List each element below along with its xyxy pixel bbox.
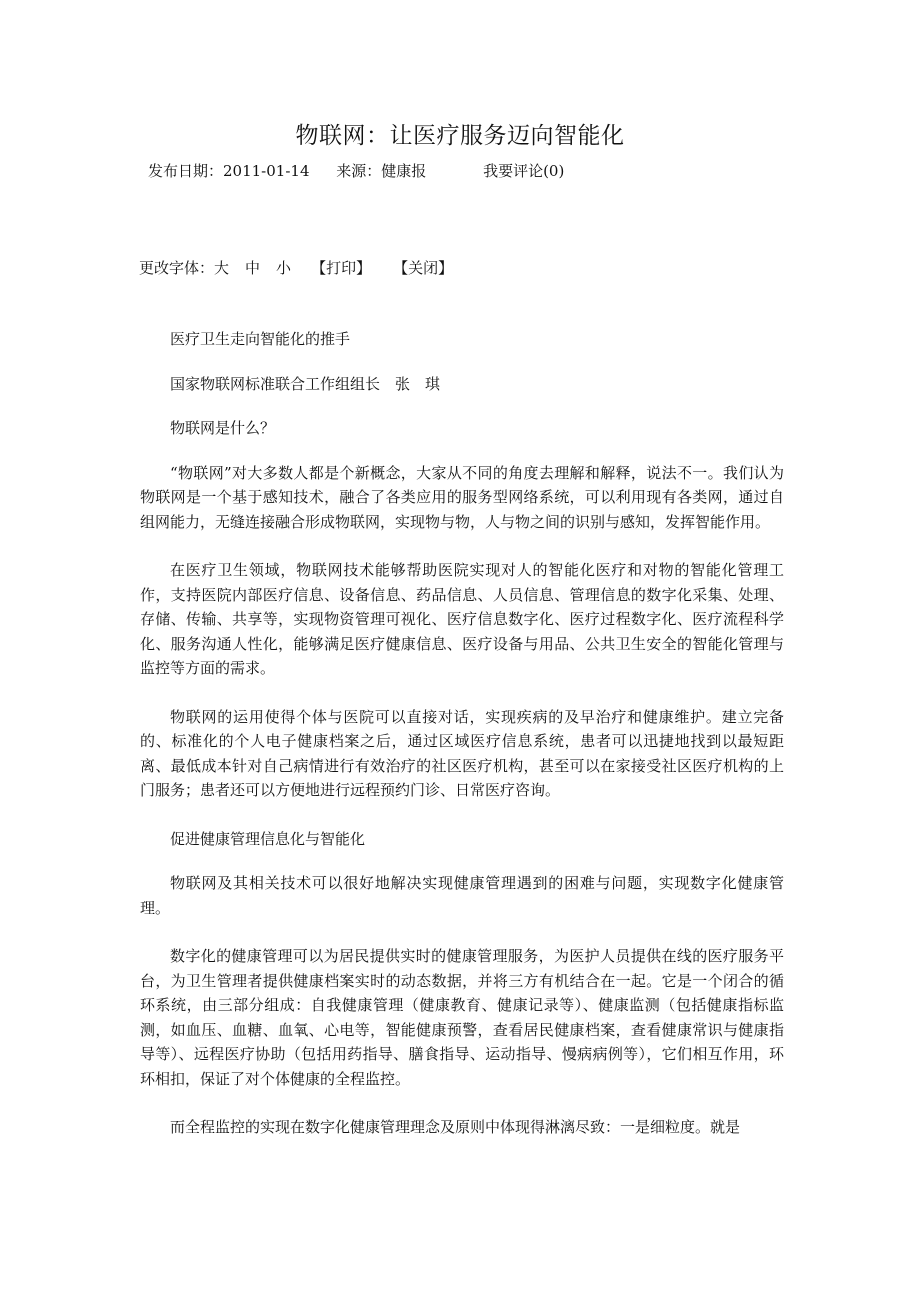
body-paragraph: 物联网的运用使得个体与医院可以直接对话，实现疾病的及早治疗和健康维护。建立完备的、标准化的个人电子健康档案之后，通过区域医疗信息系统，患者可以迅捷地找到以最短距离、最低成本针对自己病情进行有效治疗的社区医疗机构，甚至可以在家接受社区医疗机构的上门服务；患者还可以方便地进行远程预约门诊、日常医疗咨询。 [140, 707, 784, 799]
section-heading: 物联网是什么？ [170, 419, 276, 437]
font-toolbar [139, 257, 453, 279]
body-paragraph: 而全程监控的实现在数字化健康管理理念及原则中体现得淋漓尽致：一是细粒度。就是 [170, 1118, 741, 1136]
body-paragraph: 在医疗卫生领域，物联网技术能够帮助医院实现对人的智能化医疗和对物的智能化管理工作，支持医院内部医疗信息、设备信息、药品信息、人员信息、管理信息的数字化采集、处理、存储、传输、共享等，实现物资管理可视化、医疗信息数字化、医疗过程数字化、医疗流程科学化、服务沟通人性化，能够满足医疗健康信息、医疗设备与用品、公共卫生安全的智能化管理与监控等方面的需求。 [140, 561, 784, 677]
close-link[interactable]: 【关闭】 [393, 259, 454, 277]
body-paragraph: 数字化的健康管理可以为居民提供实时的健康管理服务，为医护人员提供在线的医疗服务平台，为卫生管理者提供健康档案实时的动态数据，并将三方有机结合在一起。它是一个闭合的循环系统，由三部分组成：自我健康管理（健康教育、健康记录等）、健康监测（包括健康指标监测，如血压、血糖、血氧、心电等，智能健康预警，查看居民健康档案，查看健康常识与健康指导等）、远程医疗协助（包括用药指导、膳食指导、运动指导、慢病病例等），它们相互作用，环环相扣，保证了对个体健康的全程监控。 [140, 947, 784, 1088]
section-heading: 医疗卫生走向智能化的推手 [170, 330, 351, 348]
font-size-label: 更改字体： [139, 259, 215, 277]
author-line: 国家物联网标准联合工作组组长 张 琪 [170, 374, 441, 393]
comment-link[interactable]: 我要评论(0) [483, 162, 565, 180]
font-size-medium-link[interactable]: 中 [245, 259, 261, 277]
article-body [140, 327, 784, 1164]
publish-date: 发布日期：2011-01-14 [148, 162, 310, 180]
font-size-small-link[interactable]: 小 [276, 259, 292, 277]
body-paragraph: “物联网”对大多数人都是个新概念，大家从不同的角度去理解和解释，说法不一。我们认为物联网是一个基于感知技术，融合了各类应用的服务型网络系统，可以利用现有各类网，通过自组网能力，无缝连接融合形成物联网，实现物与物，人与物之间的识别与感知，发挥智能作用。 [140, 463, 784, 531]
article-meta [148, 160, 564, 182]
article-title: 物联网：让医疗服务迈向智能化 [295, 123, 625, 149]
print-link[interactable]: 【打印】 [311, 259, 372, 277]
body-paragraph: 物联网及其相关技术可以很好地解决实现健康管理遇到的困难与问题，实现数字化健康管理。 [140, 874, 784, 917]
font-size-large-link[interactable]: 大 [214, 259, 230, 277]
section-heading: 促进健康管理信息化与智能化 [170, 829, 366, 848]
article-source: 来源：健康报 [336, 162, 427, 180]
